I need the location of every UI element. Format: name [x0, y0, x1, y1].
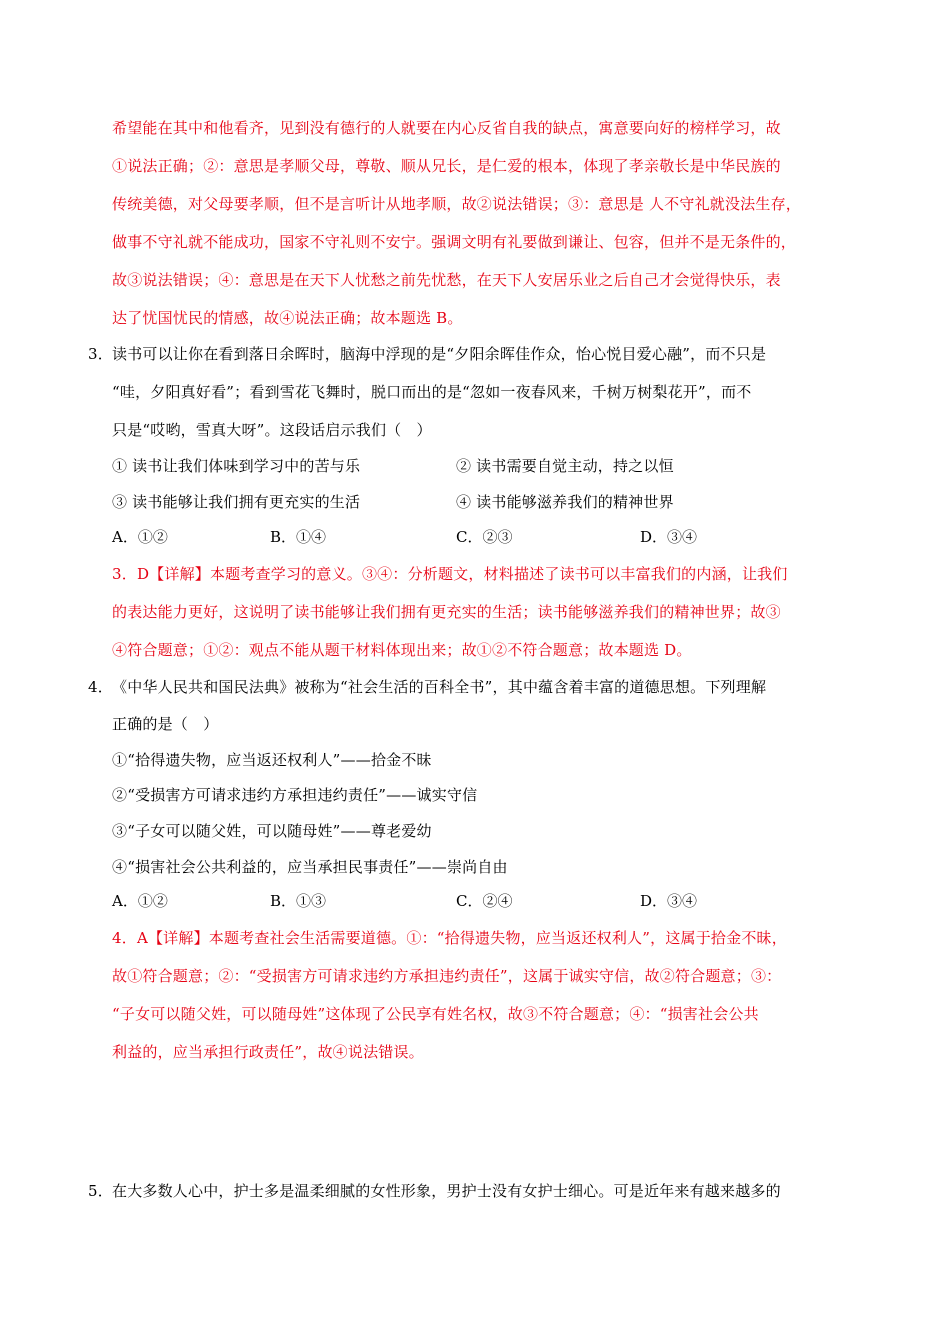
question-number: 3．: [88, 345, 113, 363]
explanation-line: 传统美德，对父母要孝顺，但不是言听计从地孝顺，故②说法错误；③：意思是 人不守礼就没法生存，: [112, 195, 801, 213]
statement-item: ② 读书需要自觉主动，持之以恒: [456, 457, 674, 475]
statement-item: ①“拾得遗失物，应当返还权利人”——拾金不昧: [112, 751, 432, 769]
question-stem-line: 读书可以让你在看到落日余晖时，脑海中浮现的是“夕阳余晖佳作众，怡心悦目爱心融”，而不只是: [112, 345, 767, 363]
statement-item: ③“子女可以随父姓，可以随母姓”——尊老爱幼: [112, 822, 432, 840]
statement-item: ④ 读书能够滋养我们的精神世界: [456, 493, 674, 511]
question-stem-line: 在大多数人心中，护士多是温柔细腻的女性形象，男护士没有女护士细心。可是近年来有越来越多的: [112, 1182, 781, 1200]
explanation-line: ④符合题意；①②：观点不能从题干材料体现出来；故①②不符合题意；故本题选 D。: [112, 641, 692, 659]
statement-item: ③ 读书能够让我们拥有更充实的生活: [112, 493, 361, 511]
explanation-line: 做事不守礼就不能成功，国家不守礼则不安宁。强调文明有礼要做到谦让、包容，但并不是无条件的，: [112, 233, 797, 251]
explanation-line: 希望能在其中和他看齐，见到没有德行的人就要在内心反省自我的缺点，寓意要向好的榜样学习，故: [112, 119, 781, 137]
question-number: 4．: [88, 678, 113, 696]
question-stem-line: 只是“哎哟，雪真大呀”。这段话启示我们（ ）: [112, 421, 432, 439]
choice-a: A．①②: [112, 892, 168, 910]
question-number: 5．: [88, 1182, 113, 1200]
explanation-line: 3．D【详解】本题考查学习的意义。③④：分析题文，材料描述了读书可以丰富我们的内涵，让我们: [112, 565, 788, 583]
choice-d: D．③④: [640, 892, 698, 910]
choice-c: C．②④: [456, 892, 513, 910]
explanation-line: 故①符合题意；②：“受损害方可请求违约方承担违约责任”，这属于诚实守信，故②符合题意；③：: [112, 967, 782, 985]
statement-item: ②“受损害方可请求违约方承担违约责任”——诚实守信: [112, 786, 478, 804]
explanation-line: 故③说法错误；④：意思是在天下人忧愁之前先忧愁，在天下人安居乐业之后自己才会觉得快乐，表: [112, 271, 781, 289]
explanation-line: 利益的，应当承担行政责任”，故④说法错误。: [112, 1043, 424, 1061]
choice-c: C．②③: [456, 528, 513, 546]
explanation-line: 达了忧国忧民的情感，故④说法正确；故本题选 B。: [112, 309, 463, 327]
explanation-line: ①说法正确；②：意思是孝顺父母，尊敬、顺从兄长，是仁爱的根本，体现了孝亲敬长是中华民族的: [112, 157, 781, 175]
explanation-line: “子女可以随父姓，可以随母姓”这体现了公民享有姓名权，故③不符合题意；④：“损害社会公共: [112, 1005, 759, 1023]
choice-a: A．①②: [112, 528, 168, 546]
choice-b: B．①③: [270, 892, 327, 910]
choice-d: D．③④: [640, 528, 698, 546]
question-stem-line: “哇，夕阳真好看”；看到雪花飞舞时，脱口而出的是“忽如一夜春风来，千树万树梨花开”，而不: [112, 383, 752, 401]
question-stem-line: 正确的是（ ）: [112, 715, 219, 733]
statement-item: ④“损害社会公共利益的，应当承担民事责任”——崇尚自由: [112, 858, 508, 876]
question-stem-line: 《中华人民共和国民法典》被称为“社会生活的百科全书”，其中蕴含着丰富的道德思想。下列理解: [112, 678, 767, 696]
statement-item: ① 读书让我们体味到学习中的苦与乐: [112, 457, 361, 475]
explanation-line: 4．A【详解】本题考查社会生活需要道德。①：“拾得遗失物，应当返还权利人”，这属于拾金不昧，: [112, 929, 787, 947]
choice-b: B．①④: [270, 528, 327, 546]
explanation-line: 的表达能力更好，这说明了读书能够让我们拥有更充实的生活；读书能够滋养我们的精神世界；故③: [112, 603, 781, 621]
